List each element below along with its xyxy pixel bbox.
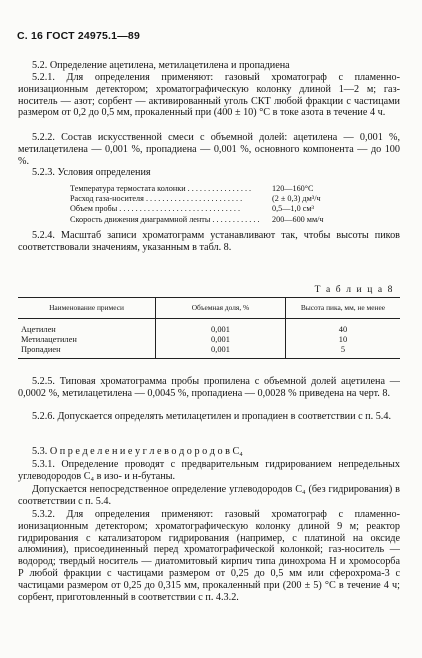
condition-label: Скорость движения диаграммной ленты . . . . . . . . . . . . <box>70 214 260 224</box>
table-row <box>18 345 400 359</box>
paragraph-5-2-3: 5.2.3. Условия определения <box>32 167 151 178</box>
paragraph-5-2-1: 5.2.1. Для определения применяют: газовый хроматограф с пламенно-ионизационным детектором; хроматографическую колонку длиной 1—2 м; газ-носитель — азот; сорбент — активированный уголь СКТ любой фракции с частицами размером от 0,2 до 0,5 мм, прокаленный при (400 ± 10) °С в токе азота в течение 4 ч. <box>18 72 400 119</box>
condition-label: Температура термостата колонки . . . . . . . . . . . . . . . . <box>70 184 252 193</box>
cell-peak-height: 5 <box>285 345 400 359</box>
paragraph-5-3-2: 5.3.2. Для определения применяют: газовый хроматограф с пламенно-ионизационным детектором; хроматографическую колонку длиной 9 м; реактор гидрирования с катализатором гидрирования (например, с платиной на оксиде алюминия), присоединенный перед хроматографической колонкой; газ-носитель — водород; твердый носитель — диатомитовый кирпич типа динохрома Н и хромосорба Р любой фракции с частицами размером от 0,25 до 0,5 мм или сферохрома-3 с частицами размером от 0,25 до 0,315 мм, прокаленный при (200 ± 5) °С в течение 4 ч; сорбент, приготовленный в соответствии с п. 4.3.2. <box>18 509 400 603</box>
paragraph-5-2-4: 5.2.4. Масштаб записи хроматограмм устанавливают так, чтобы высоты пиков соответствовали значениям, указанным в табл. 8. <box>18 230 400 253</box>
condition-value: 200—600 мм/ч <box>272 214 324 224</box>
column-header: Объемная доля, % <box>156 298 286 319</box>
cell-peak-height: 40 <box>285 319 400 336</box>
section-title-5-3: 5.3. О п р е д е л е н и е у г л е в о д о р о д о в С₄ <box>32 446 243 457</box>
condition-label: Объем пробы . . . . . . . . . . . . . . . . . . . . . . . . . . . . . . <box>70 204 241 214</box>
paragraph-5-2-5: 5.2.5. Типовая хроматограмма пробы пропилена с объемной долей ацетилена — 0,0002 %, метилацетилена — 0,0045 %, пропадиена — 0,0028 % приведена на черт. 8. <box>18 376 400 399</box>
cell-peak-height: 10 <box>285 335 400 345</box>
condition-label: Расход газа-носителя . . . . . . . . . . . . . . . . . . . . . . . . <box>70 194 243 204</box>
cell-fraction: 0,001 <box>156 345 286 359</box>
column-header: Наименование примеси <box>18 298 156 319</box>
condition-row <box>70 204 390 214</box>
table-8 <box>18 297 400 359</box>
section-title-5-2: 5.2. Определение ацетилена, метилацетилена и пропадиена <box>32 60 290 71</box>
page-header: С. 16 ГОСТ 24975.1—89 <box>17 30 140 42</box>
condition-row <box>70 194 390 204</box>
condition-row <box>70 215 390 225</box>
table-row <box>18 335 400 345</box>
cell-fraction: 0,001 <box>156 319 286 336</box>
paragraph-5-3-1: 5.3.1. Определение проводят с предварительным гидрированием непредельных углеводородов С₄ в изо- и н-бутаны. <box>18 459 400 482</box>
conditions-list <box>70 184 390 225</box>
table-row <box>18 319 400 336</box>
paragraph-5-2-6: 5.2.6. Допускается определять метилацетилен и пропадиен в соответствии с п. 5.4. <box>32 411 391 422</box>
condition-value: 120—160°С <box>272 184 314 193</box>
condition-row <box>70 184 390 194</box>
condition-value: (2 ± 0,3) дм³/ч <box>272 194 321 204</box>
cell-fraction: 0,001 <box>156 335 286 345</box>
paragraph-5-3-1-note: Допускается непосредственное определение углеводородов С₄ (без гидрирования) в соответствии с п. 5.4. <box>18 484 400 507</box>
column-header: Высота пика, мм, не менее <box>285 298 400 319</box>
cell-substance: Пропадиен <box>18 345 156 359</box>
condition-value: 0,5—1,0 см³ <box>272 204 314 214</box>
cell-substance: Метилацетилен <box>21 335 77 344</box>
paragraph-5-2-2: 5.2.2. Состав искусственной смеси с объемной долей: ацетилена — 0,001 %, метилацетилена — 0,001 %, пропадиена — 0,001 %, основного компонента — до 100 %. <box>18 132 400 167</box>
table-caption: Т а б л и ц а 8 <box>314 285 394 295</box>
cell-substance: Ацетилен <box>21 325 56 334</box>
